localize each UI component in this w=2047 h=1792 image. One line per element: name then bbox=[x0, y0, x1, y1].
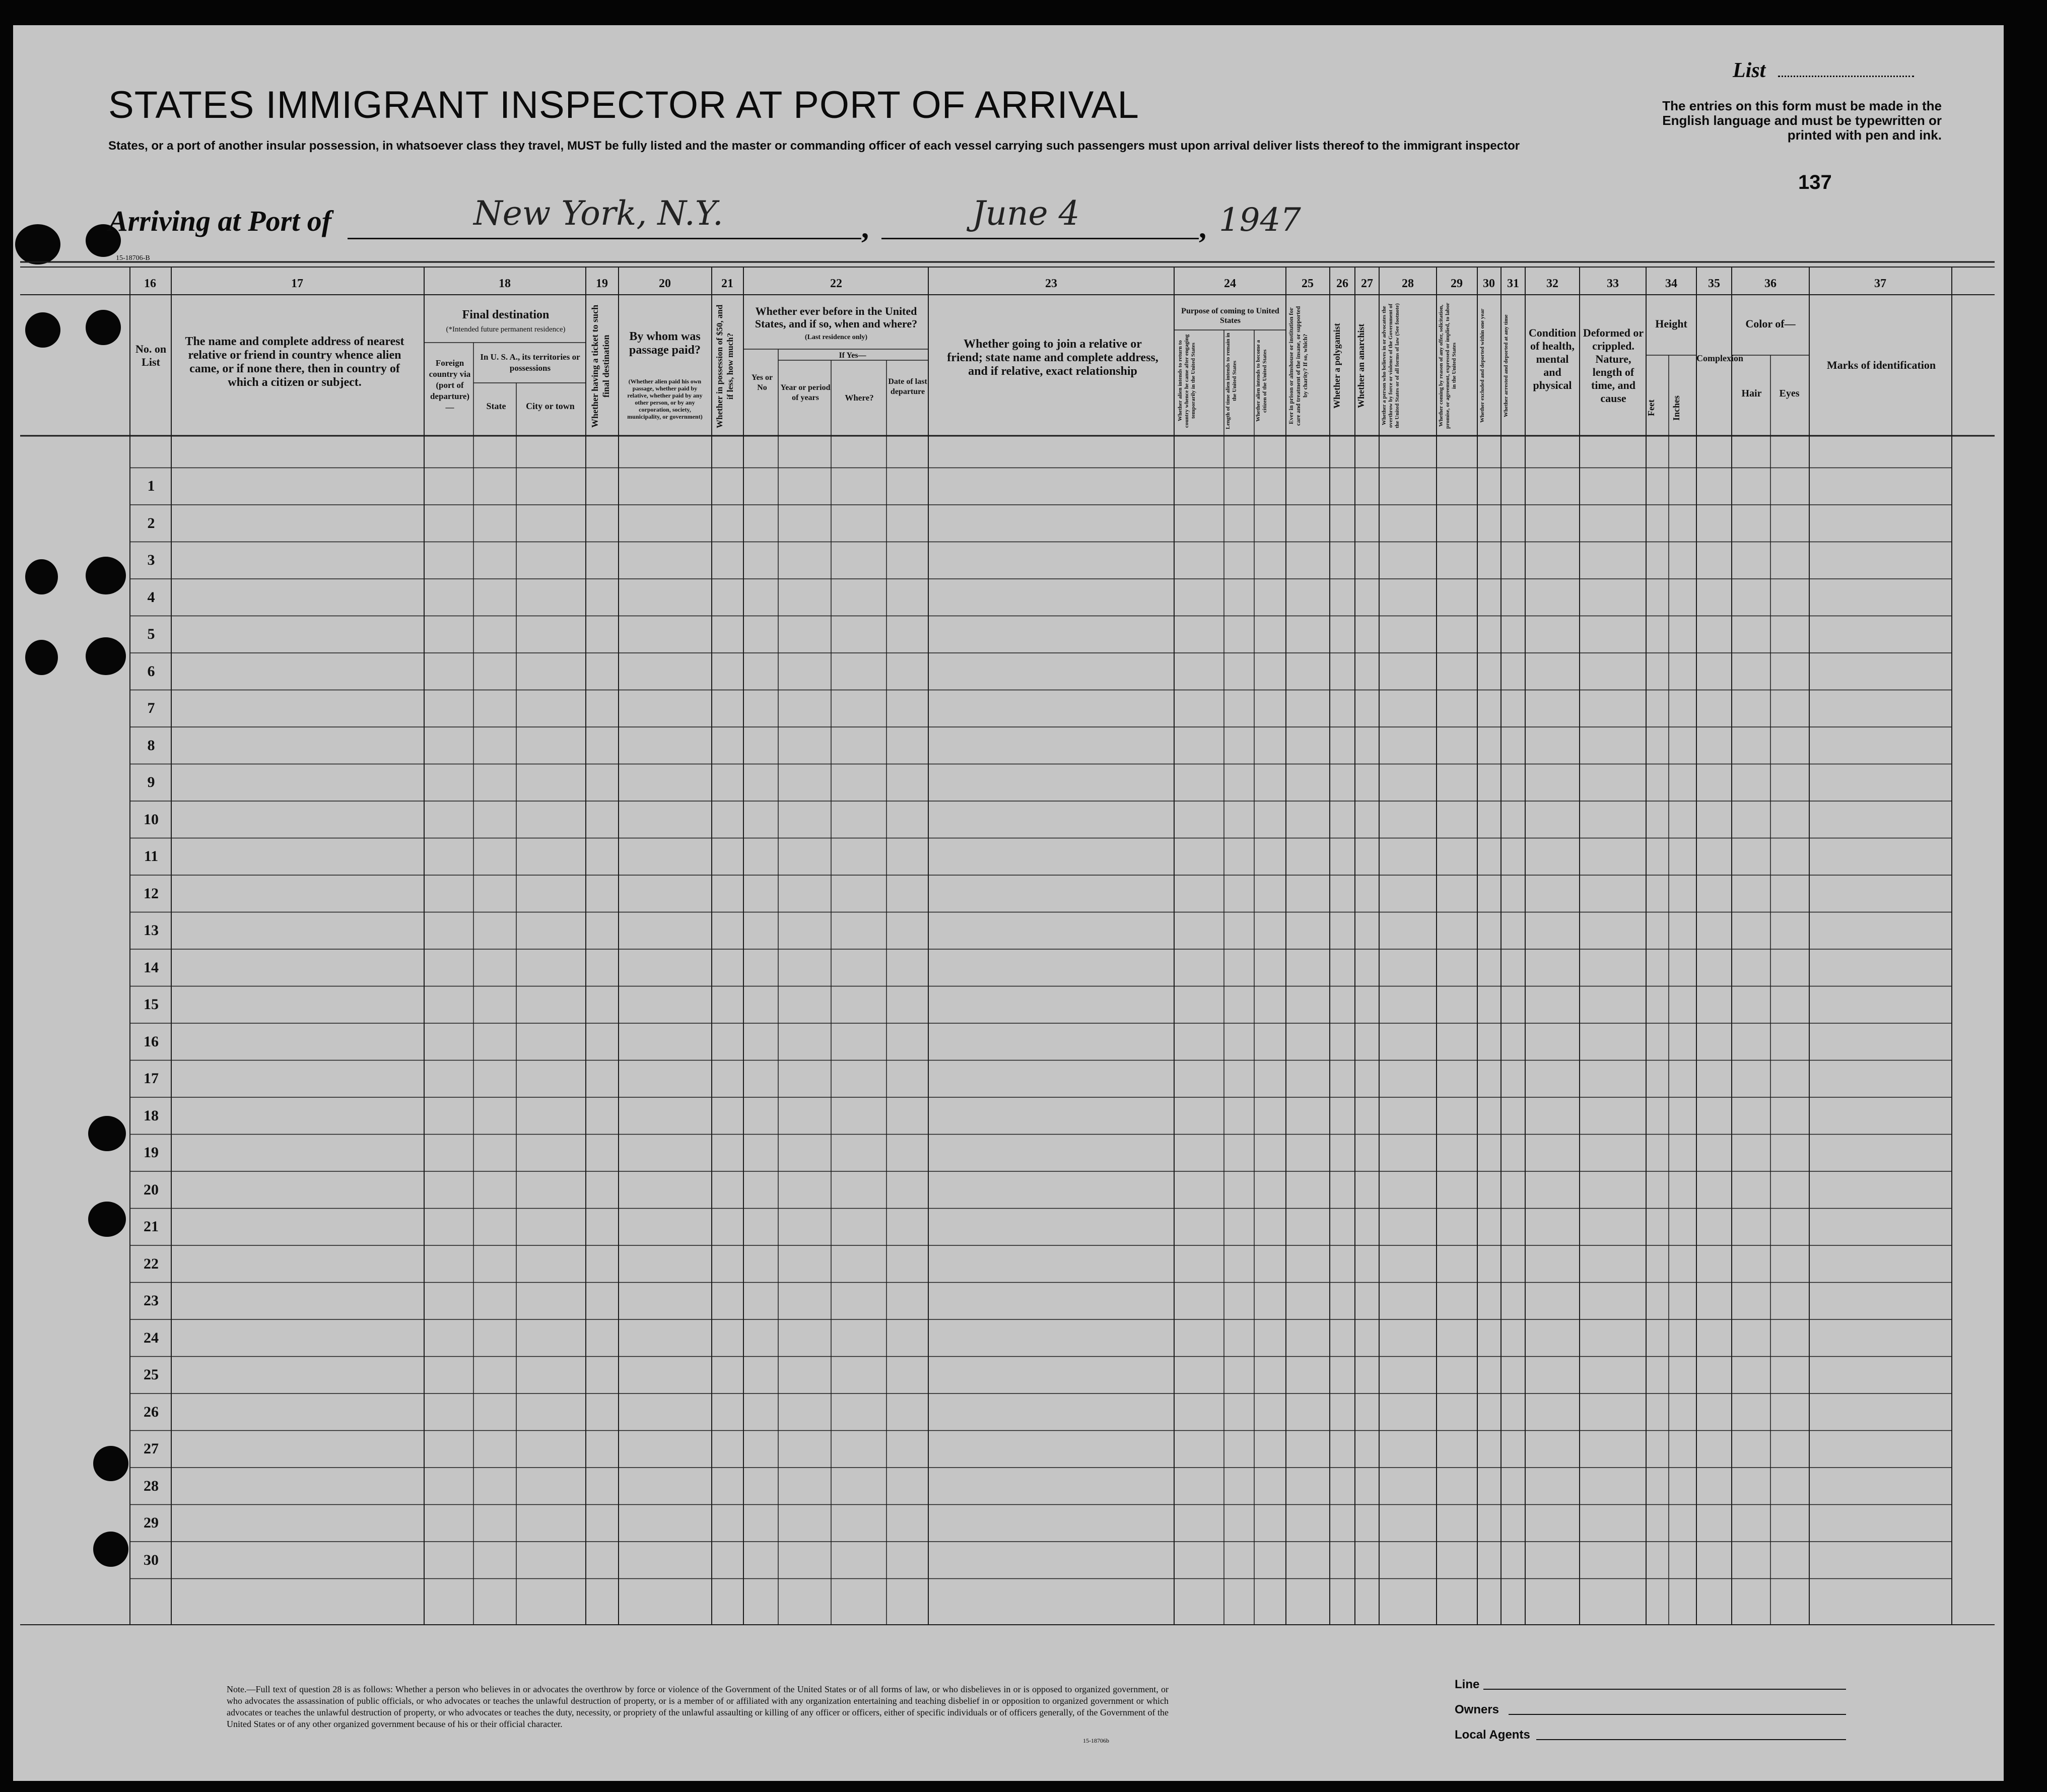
row-number: 17 bbox=[144, 1070, 159, 1087]
column-number: 32 bbox=[1546, 277, 1558, 290]
header-feet: Feet bbox=[1646, 400, 1656, 417]
column-number: 30 bbox=[1483, 277, 1495, 290]
row-number: 3 bbox=[147, 552, 155, 568]
row-number: 6 bbox=[147, 662, 155, 680]
header-50-dollars: Whether in possession of $50, and if less, how much? bbox=[715, 304, 735, 428]
signature-owners-field bbox=[1509, 1714, 1846, 1715]
column-number: 21 bbox=[721, 277, 733, 290]
column-number: 36 bbox=[1764, 277, 1777, 290]
header-final-destination: Final destination bbox=[462, 308, 550, 321]
header-prison: Ever in prison or almshouse or institution for care and treatment of the insane, or supported by charity? If so, which? bbox=[1287, 306, 1309, 426]
header-purpose: Purpose of coming to United States bbox=[1181, 307, 1279, 325]
column-number: 22 bbox=[830, 277, 842, 290]
header-eyes: Eyes bbox=[1779, 388, 1800, 399]
row-number: 29 bbox=[144, 1514, 159, 1531]
header-complexion: Complexion bbox=[1696, 353, 1744, 363]
header-marks-identification: Marks of identification bbox=[1826, 359, 1936, 371]
form-id-top: 15-18706-B bbox=[116, 254, 150, 262]
row-number: 30 bbox=[144, 1551, 159, 1568]
row-number: 1 bbox=[147, 478, 155, 494]
header-state: State bbox=[486, 401, 506, 411]
handwritten-date: June 4 bbox=[972, 194, 1080, 233]
column-number: 37 bbox=[1874, 277, 1886, 290]
row-number: 23 bbox=[144, 1292, 159, 1309]
header-purpose-length: Length of time alien intends to remain in the United States bbox=[1225, 333, 1238, 429]
header-ever-before: Whether ever before in the United States, and if so, when and where? bbox=[755, 305, 918, 330]
header-yes-or-no: Yes or No bbox=[751, 373, 773, 392]
row-number: 14 bbox=[144, 959, 159, 976]
row-number: 26 bbox=[144, 1403, 159, 1420]
header-purpose-return: Whether alien intends to return to country whence he came after engaging temporarily in the United States bbox=[1177, 334, 1196, 428]
list-label: List bbox=[1733, 59, 1766, 82]
row-number: 5 bbox=[147, 626, 155, 642]
header-height: Height bbox=[1655, 317, 1687, 330]
column-number: 27 bbox=[1361, 277, 1373, 290]
header-condition-health: Condition of health, mental and physical bbox=[1528, 326, 1577, 391]
header-inches: Inches bbox=[1671, 395, 1681, 421]
form-id-bottom: 15-18706b bbox=[1083, 1737, 1109, 1744]
header-no-on-list: No. on List bbox=[135, 343, 167, 368]
header-date-departure: Date of last departure bbox=[888, 377, 927, 396]
header-deformed: Deformed or crippled. Nature, length of time, and cause bbox=[1583, 326, 1644, 405]
header-purpose-citizen: Whether alien intends to become a citizen of the United States bbox=[1255, 340, 1268, 422]
row-number: 25 bbox=[144, 1366, 159, 1383]
column-number: 33 bbox=[1607, 277, 1619, 290]
row-number: 28 bbox=[144, 1477, 159, 1494]
header-color-of: Color of— bbox=[1745, 317, 1796, 330]
header-hair: Hair bbox=[1741, 388, 1762, 399]
row-number: 22 bbox=[144, 1255, 159, 1272]
row-number: 8 bbox=[147, 737, 155, 754]
form-subtitle: States, or a port of another insular possession, in whatsoever class they travel, MUST be fully listed and the master or commanding officer of each vessel carrying such passengers must upon arrival deliver lists thereof to the immigrant inspector bbox=[108, 139, 1520, 153]
row-number: 11 bbox=[144, 848, 159, 865]
row-number: 9 bbox=[147, 774, 155, 790]
header-final-destination-note: (*Intended future permanent residence) bbox=[446, 325, 566, 334]
column-number: 24 bbox=[1224, 277, 1236, 290]
row-number: 7 bbox=[147, 700, 155, 716]
header-excluded: Whether excluded and deported within one year bbox=[1479, 308, 1485, 423]
signature-line-label: Line bbox=[1455, 1678, 1480, 1691]
header-in-usa: In U. S. A., its territories or possessions bbox=[480, 352, 580, 373]
header-anarchist: Whether an anarchist bbox=[1356, 323, 1366, 408]
row-number: 27 bbox=[144, 1440, 159, 1457]
row-number: 10 bbox=[144, 811, 159, 828]
page-number: 137 bbox=[1798, 171, 1832, 193]
signature-agents-field bbox=[1536, 1739, 1846, 1740]
header-if-yes: If Yes— bbox=[839, 351, 866, 360]
header-last-residence: (Last residence only) bbox=[804, 334, 868, 341]
row-number: 20 bbox=[144, 1181, 159, 1198]
column-number: 23 bbox=[1045, 277, 1057, 290]
signature-owners-label: Owners bbox=[1455, 1703, 1499, 1716]
row-number: 13 bbox=[144, 922, 159, 939]
form-title: STATES IMMIGRANT INSPECTOR AT PORT OF ARRIVAL bbox=[108, 84, 1139, 126]
header-polygamist: Whether a polygamist bbox=[1332, 323, 1342, 409]
row-number: 18 bbox=[144, 1107, 159, 1124]
row-number: 24 bbox=[144, 1329, 159, 1346]
header-join-relative: Whether going to join a relative or friend; state name and complete address, and if relative, exact relationship bbox=[947, 338, 1158, 378]
column-number: 29 bbox=[1451, 277, 1463, 290]
column-number: 16 bbox=[144, 277, 156, 290]
column-number: 28 bbox=[1402, 277, 1414, 290]
footnote: Note.—Full text of question 28 is as follows: Whether a person who believes in or advocates the overthrow by force or violence of the Government of the United States or of all forms of law, or who disbelieves in or is opposed to organized government, or who advocates the assassination of public officials, or who advocates or teaches the unlawful destruction of property, or is a member of or affiliated with any organization entertaining and teaching disbelief in or opposition to organized government or which advocates or teaches the unlawful destruction of property, or who advocates or teaches the duty, necessity, or propriety of the unlawful assaulting or killing of any officer or officers, either of specific individuals or of officers generally, of the Government of the United States or of any other organized government because of his or their official character. bbox=[227, 1684, 1169, 1729]
header-overthrow: Whether a person who believes in or advocates the overthrow by force or violence of the Government of the United States or of all forms of law (See footnote) bbox=[1381, 303, 1400, 428]
column-number: 34 bbox=[1665, 277, 1677, 290]
header-year-period: Year or period of years bbox=[780, 383, 831, 402]
comma: , bbox=[1199, 211, 1206, 244]
header-where: Where? bbox=[845, 393, 874, 403]
header-offer-labor: Whether coming by reason of any offer, solicitation, promise, or agreement, expressed or implied, to labor in the United States bbox=[1438, 302, 1457, 429]
header-foreign-country: Foreign country via (port of departure)— bbox=[429, 358, 471, 412]
column-number: 19 bbox=[596, 277, 608, 290]
handwritten-port: New York, N.Y. bbox=[473, 194, 723, 233]
column-number: 20 bbox=[659, 277, 671, 290]
row-number: 16 bbox=[144, 1033, 159, 1050]
signature-line-field bbox=[1483, 1689, 1846, 1690]
column-number: 18 bbox=[499, 277, 511, 290]
row-number: 21 bbox=[144, 1218, 159, 1235]
row-number: 2 bbox=[147, 514, 155, 532]
header-passage-note: (Whether alien paid his own passage, whether paid by relative, whether paid by any other person, or by any corporation, society, municipality, or government) bbox=[627, 378, 703, 420]
entries-note: The entries on this form must be made in the English language and must be typewritten or printed with pen and ink. bbox=[1662, 98, 1942, 143]
header-passage-paid: By whom was passage paid? bbox=[629, 330, 701, 357]
column-number: 31 bbox=[1507, 277, 1519, 290]
row-number: 19 bbox=[144, 1144, 159, 1161]
header-city: City or town bbox=[526, 401, 575, 411]
row-number: 15 bbox=[144, 996, 159, 1013]
column-number: 35 bbox=[1708, 277, 1720, 290]
column-number: 26 bbox=[1336, 277, 1348, 290]
row-number: 4 bbox=[147, 588, 155, 606]
row-number: 12 bbox=[144, 885, 159, 902]
column-number: 25 bbox=[1302, 277, 1314, 290]
column-number: 17 bbox=[291, 277, 303, 290]
signature-agents-label: Local Agents bbox=[1455, 1728, 1530, 1742]
port-label: Arriving at Port of bbox=[108, 205, 332, 237]
comma: , bbox=[861, 211, 869, 244]
handwritten-year: 1947 bbox=[1219, 202, 1301, 239]
header-nearest-relative: The name and complete address of nearest relative or friend in country whence alien came, or if none there, then in country of which a citizen or subject. bbox=[185, 335, 404, 389]
header-ticket: Whether having a ticket to such final destination bbox=[590, 304, 611, 428]
header-arrested: Whether arrested and deported at any time bbox=[1503, 314, 1509, 417]
